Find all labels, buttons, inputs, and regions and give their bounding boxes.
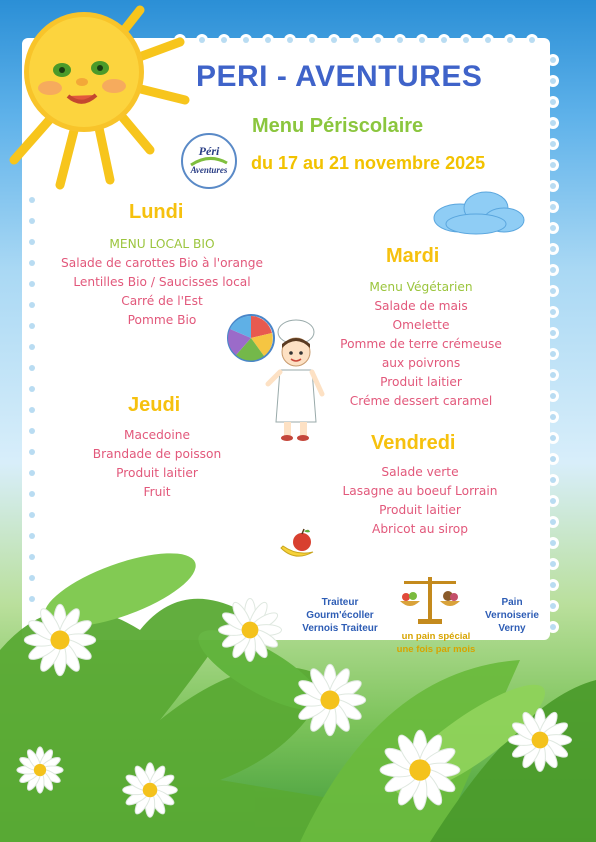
thursday-item: Brandade de poisson <box>92 447 222 461</box>
chef-girl-illustration <box>262 318 328 444</box>
balance-scale-illustration <box>398 571 462 627</box>
friday-item: Produit laitier <box>379 503 461 517</box>
logo-text-2: Aventures <box>190 165 228 175</box>
friday-item: Abricot au sirop <box>371 522 469 536</box>
thursday-item: Macedoine <box>124 428 190 442</box>
traiteur-line: Traiteur <box>321 597 359 608</box>
menu-tuesday <box>316 278 526 411</box>
pain-note-line: une fois par mois <box>396 644 476 655</box>
pain-note-line: un pain spécial <box>401 631 471 642</box>
monday-item: Pomme Bio <box>127 313 197 327</box>
tuesday-item: Créme dessert caramel <box>349 394 493 408</box>
pain-special-note <box>390 630 482 656</box>
traiteur-line: Vernois Traiteur <box>302 623 378 634</box>
peri-aventures-logo <box>181 133 237 189</box>
day-title-monday: Lundi <box>129 201 184 223</box>
monday-item: Lentilles Bio / Saucisses local <box>73 275 251 289</box>
sun-illustration <box>0 0 190 190</box>
day-title-thursday: Jeudi <box>128 394 181 416</box>
traiteur-line: Gourm'écoller <box>306 610 374 621</box>
supplier-traiteur <box>296 596 384 635</box>
pain-line: Vernoiserie <box>485 610 539 621</box>
menu-dates: du 17 au 21 novembre 2025 <box>251 153 486 173</box>
tuesday-item: Salade de mais <box>374 299 468 313</box>
day-title-friday: Vendredi <box>371 432 456 454</box>
pain-line: Pain <box>501 597 523 608</box>
menu-thursday <box>50 426 264 502</box>
friday-item: Salade verte <box>381 465 459 479</box>
thursday-item: Produit laitier <box>116 466 198 480</box>
tuesday-tag: Menu Végétarien <box>369 280 473 294</box>
tuesday-item: Pomme de terre crémeuse <box>340 337 502 351</box>
thursday-item: Fruit <box>143 485 171 499</box>
page-title: PERI - AVENTURES <box>196 60 483 93</box>
monday-tag: MENU LOCAL BIO <box>109 237 215 251</box>
daisy-flowers-illustration <box>0 520 596 842</box>
monday-item: Salade de carottes Bio à l'orange <box>61 256 263 270</box>
tuesday-item: Produit laitier <box>380 375 462 389</box>
tuesday-item: aux poivrons <box>381 356 461 370</box>
day-title-tuesday: Mardi <box>386 245 440 267</box>
cloud-illustration <box>430 186 526 238</box>
logo-text-1: Péri <box>198 144 220 158</box>
supplier-pain <box>478 596 546 635</box>
friday-item: Lasagne au boeuf Lorrain <box>342 484 498 498</box>
monday-item: Carré de l'Est <box>121 294 203 308</box>
pain-line: Verny <box>498 623 526 634</box>
menu-subtitle: Menu Périscolaire <box>252 115 424 137</box>
tuesday-item: Omelette <box>392 318 450 332</box>
